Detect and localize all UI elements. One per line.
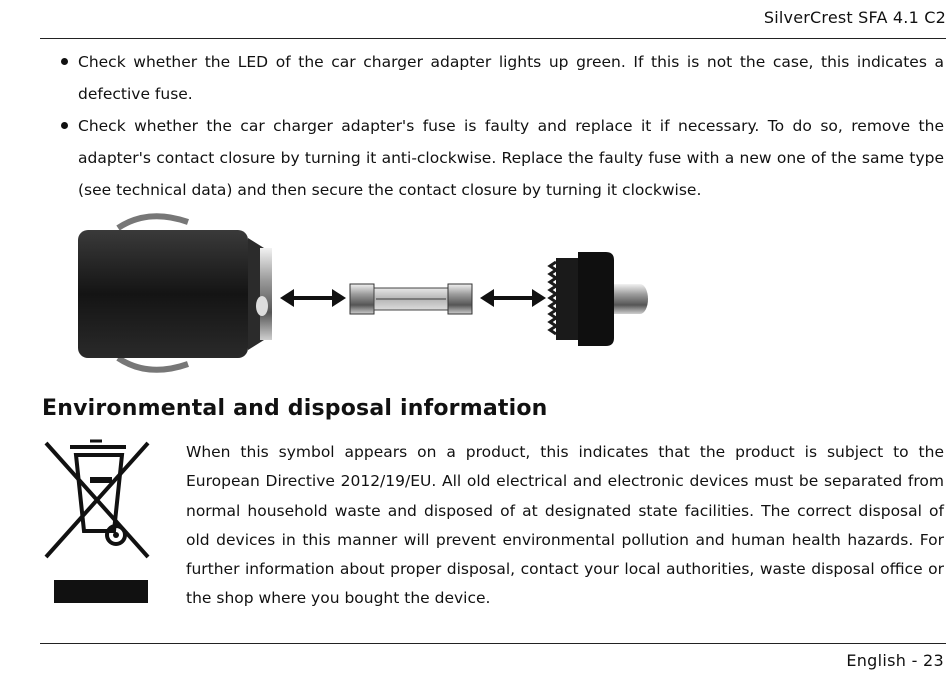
disposal-paragraph: When this symbol appears on a product, this indicates that the product is subject to the European Directive 2012/19/EU. All old electrical and electronic devices must be separated from normal household waste and disposed of at designated state facilities. The correct disposal of old devices in this manner will prevent environmental pollution and human health hazards. For further information about proper disposal, contact your local authorities, waste disposal office or the shop where you bought the device. xyxy=(186,443,944,608)
double-arrow-icon xyxy=(480,289,546,307)
fuse-replacement-figure xyxy=(78,208,658,378)
crossed-out-bin-icon xyxy=(40,435,152,605)
contact-closure-illustration xyxy=(550,252,648,346)
section-heading: Environmental and disposal information xyxy=(42,396,548,421)
instruction-item-led: Check whether the LED of the car charger adapter lights up green. If this is not the case, this indicates a defective fuse. xyxy=(60,46,944,110)
footer-rule xyxy=(40,643,946,644)
car-charger-illustration xyxy=(78,216,272,370)
header-rule xyxy=(40,38,946,39)
instruction-item-fuse: Check whether the car charger adapter's fuse is faulty and replace it if necessary. To do so, remove the adapter's contact closure by turning it anti-clockwise. Replace the faulty fuse with a new one of the same type (see technical data) and then secure the contact closure by turning it clockwise. xyxy=(60,110,944,206)
double-arrow-icon xyxy=(280,289,346,307)
page-number: English - 23 xyxy=(846,651,944,670)
fuse-illustration xyxy=(350,284,472,314)
instruction-list xyxy=(60,46,944,206)
header-title: SilverCrest SFA 4.1 C2 xyxy=(763,8,946,27)
